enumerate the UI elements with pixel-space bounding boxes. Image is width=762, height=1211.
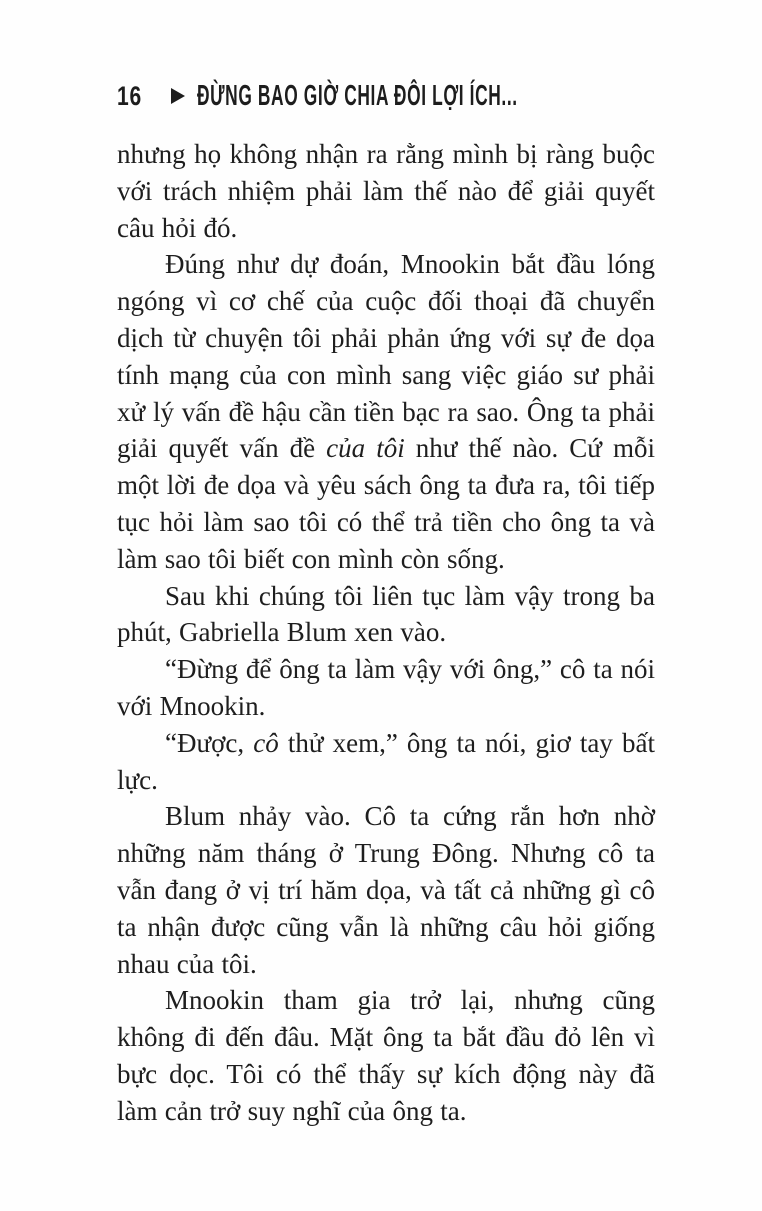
page-header <box>117 79 714 112</box>
paragraph-2 <box>117 246 655 577</box>
paragraph-1 <box>117 136 655 246</box>
paragraph-6 <box>117 798 655 982</box>
italic-text-run: cô <box>253 727 279 758</box>
italic-text-run: của tôi <box>326 433 405 464</box>
paragraph-3 <box>117 578 655 652</box>
text-run: “Đừng để ông ta làm vậy với ông,” cô ta nói với Mnookin. <box>117 654 655 721</box>
text-run: Mnookin tham gia trở lại, nhưng cũng không đi đến đâu. Mặt ông ta bắt đầu đỏ lên vì bực dọc. Tôi có thể thấy sự kích động này đã làm cản trở suy nghĩ của ông ta. <box>117 985 655 1126</box>
body-text <box>117 136 655 1130</box>
triangle-bullet-icon <box>171 88 185 104</box>
running-title: ĐỪNG BAO GIỜ CHIA ĐÔI LỢI ÍCH... <box>197 79 518 112</box>
text-run: thử xem,” ông ta nói, giơ tay bất lực. <box>117 727 655 795</box>
text-run: như thế nào. Cứ mỗi một lời đe dọa và yêu sách ông ta đưa ra, tôi tiếp tục hỏi làm sao tôi có thể trả tiền cho ông ta và làm sao tôi biết con mình còn sống. <box>117 433 655 574</box>
text-run: Sau khi chúng tôi liên tục làm vậy trong ba phút, Gabriella Blum xen vào. <box>117 580 655 648</box>
text-run: nhưng họ không nhận ra rằng mình bị ràng buộc với trách nhiệm phải làm thế nào để giải quyết câu hỏi đó. <box>117 139 655 243</box>
text-run: Đúng như dự đoán, Mnookin bắt đầu lóng ngóng vì cơ chế của cuộc đối thoại đã chuyển dịch từ chuyện tôi phải phản ứng với sự đe dọa tính mạng của con mình sang việc giáo sư phải xử lý vấn đề hậu cần tiền bạc ra sao. Ông ta phải giải quyết vấn đề <box>117 249 655 464</box>
page-number: 16 <box>117 80 142 111</box>
text-run: Blum nhảy vào. Cô ta cứng rắn hơn nhờ những năm tháng ở Trung Đông. Nhưng cô ta vẫn đang ở vị trí hăm dọa, và tất cả những gì cô ta nhận được cũng vẫn là những câu hỏi giống nhau của tôi. <box>117 801 655 979</box>
paragraph-4 <box>117 651 655 725</box>
text-run: “Được, <box>165 727 254 758</box>
paragraph-7 <box>117 982 655 1129</box>
paragraph-5 <box>117 725 655 799</box>
